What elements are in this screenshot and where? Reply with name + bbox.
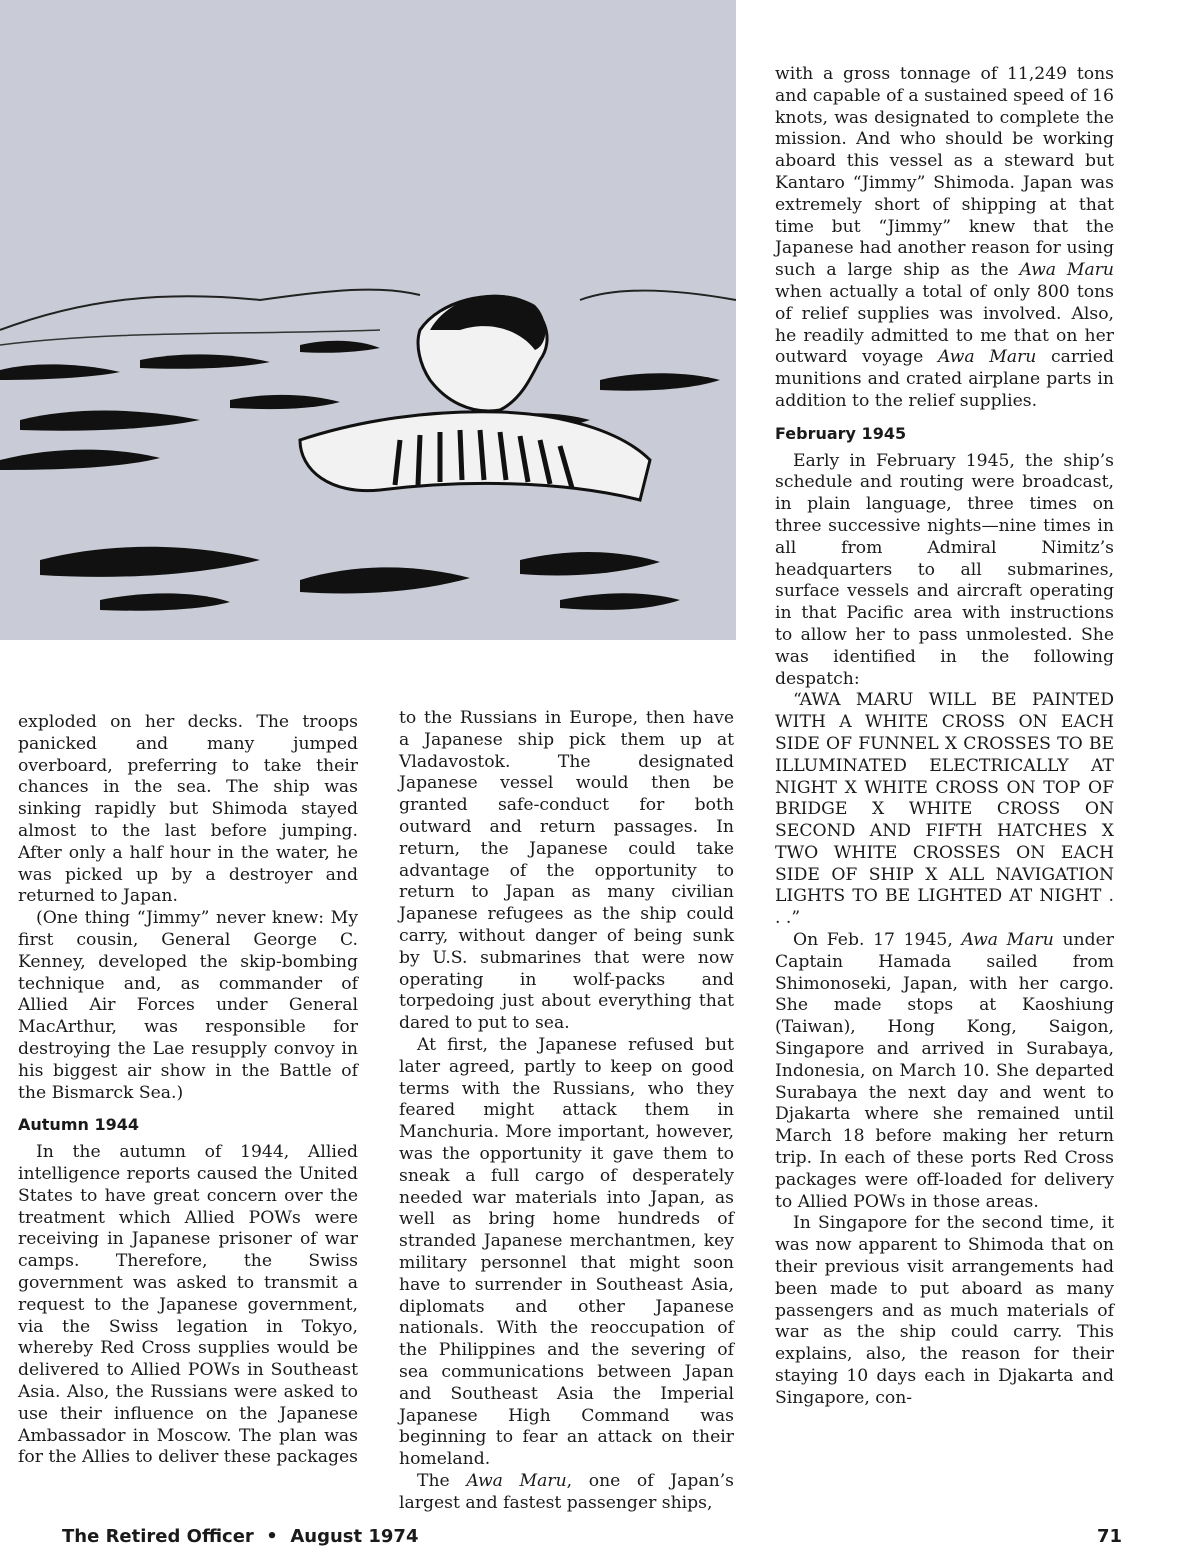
paragraph: exploded on her decks. The troops panicked and many jumped overboard, preferring to take their chances in the sea. The ship was sinking rapidly but Shimoda stayed almost to the last before jumping. After only a half hour in the water, he was picked up by a destroyer and returned to Japan.: [18, 712, 358, 907]
page-number: 71: [1096, 1526, 1122, 1547]
ship-name: Awa Maru: [937, 347, 1037, 368]
paragraph: [399, 1471, 734, 1515]
text-run: under Captain Hamada sailed from Shimonoseki, Japan, with her cargo. She made stops at Kaoshiung (Taiwan), Hong Kong, Saigon, Singapore and arrived in Surabaya, Indonesia, on March 10. She departed Surabaya the next day and went to Djakarta where she remained until March 18 before making her return trip. In each of these ports Red Cross packages were off-loaded for delivery to Allied POWs in those areas.: [775, 930, 1114, 1212]
paragraph: In Singapore for the second time, it was now apparent to Shimoda that on their previous visit arrangements had been made to put aboard as many passengers and as much materials of war as the ship could carry. This explains, also, the reason for their staying 10 days each in Djakarta and Singapore, con-: [775, 1213, 1114, 1408]
text-run: carried munitions and crated airplane parts in addition to the relief supplies.: [775, 347, 1114, 411]
paragraph: [775, 930, 1114, 1213]
column-1: [18, 712, 358, 1469]
text-run: when actually a total of only 800 tons of relief supplies was involved. Also, he readily admitted to me that on her outward voyage: [775, 281, 1114, 368]
text-run: The: [417, 1470, 467, 1491]
page-footer: [62, 1526, 1122, 1552]
publication-line: The Retired Officer • August 1974: [62, 1526, 419, 1547]
column-2: [399, 708, 734, 1514]
column-3: [775, 64, 1114, 1410]
section-heading: February 1945: [775, 423, 907, 443]
text-run: On Feb. 17 1945,: [793, 930, 962, 951]
ship-name: Awa Maru: [1019, 260, 1114, 281]
ship-name: Awa Maru: [961, 930, 1054, 951]
paragraph: (One thing “Jimmy” never knew: My first cousin, General George C. Kenney, developed the skip-bombing technique and, as commander of Allied Air Forces under General MacArthur, was responsible for destroying the Lae resupply convoy in his biggest air show in the Battle of the Bismarck Sea.): [18, 908, 358, 1103]
paragraph: At first, the Japanese refused but later agreed, partly to keep on good terms with the Russians, who they feared might attack them in Manchuria. More important, however, was the opportunity it gave them to sneak a full cargo of desperately needed war materials into Japan, as well as bring home hundreds of stranded Japanese merchantmen, key military personnel that might soon have to surrender in Southeast Asia, diplomats and other Japanese nationals. With the reoccupation of the Philippines and the severing of sea communications between Japan and Southeast Asia the Imperial Japanese High Command was beginning to fear an attack on their homeland.: [399, 1034, 734, 1470]
man-swimming-in-sea-drawing: [0, 0, 736, 640]
paragraph: to the Russians in Europe, then have a Japanese ship pick them up at Vladavostok. The designated Japanese vessel would then be granted safe-conduct for both outward and return passages. In return, the Japanese could take advantage of the opportunity to return to Japan as many civilian Japanese refugees as the ship could carry, without danger of being sunk by U.S. submarines that were now operating in wolf-packs and torpedoing just about everything that dared to put to sea.: [399, 708, 734, 1034]
despatch-quote: “AWA MARU WILL BE PAINTED WITH A WHITE CROSS ON EACH SIDE OF FUNNEL X CROSSES TO BE ILLUMINATED ELECTRICALLY AT NIGHT X WHITE CROSS ON TOP OF BRIDGE X WHITE CROSS ON SECOND AND FIFTH HATCHES X TWO WHITE CROSSES ON EACH SIDE OF SHIP X ALL NAVIGATION LIGHTS TO BE LIGHTED AT NIGHT . . .”: [775, 690, 1114, 929]
text-run: with a gross tonnage of 11,249 tons and capable of a sustained speed of 16 knots, was designated to complete the mission. And who should be working aboard this vessel as a steward but Kantaro “Jimmy” Shimoda. Japan was extremely short of shipping at that time but “Jimmy” knew that the Japanese had another reason for using such a large ship as the: [775, 64, 1114, 281]
text-run: , one of Japan’s largest and fastest passenger ships,: [399, 1470, 734, 1513]
ship-name: Awa Maru: [466, 1470, 567, 1491]
paragraph: [775, 64, 1114, 413]
paragraph: Early in February 1945, the ship’s schedule and routing were broadcast, in plain language, three times on three successive nights—nine times in all from Admiral Nimitz’s headquarters to all submarines, surface vessels and aircraft operating in that Pacific area with instructions to allow her to pass unmolested. She was identified in the following despatch:: [775, 450, 1114, 689]
paragraph: In the autumn of 1944, Allied intelligence reports caused the United States to have great concern over the treatment which Allied POWs were receiving in Japanese prisoner of war camps. Therefore, the Swiss government was asked to transmit a request to the Japanese government, via the Swiss legation in Tokyo, whereby Red Cross supplies would be delivered to Allied POWs in Southeast Asia. Also, the Russians were asked to use their influence on the Japanese Ambassador in Moscow. The plan was for the Allies to deliver these packages: [18, 1142, 358, 1468]
illustration: [0, 0, 736, 640]
section-heading: Autumn 1944: [18, 1115, 139, 1135]
